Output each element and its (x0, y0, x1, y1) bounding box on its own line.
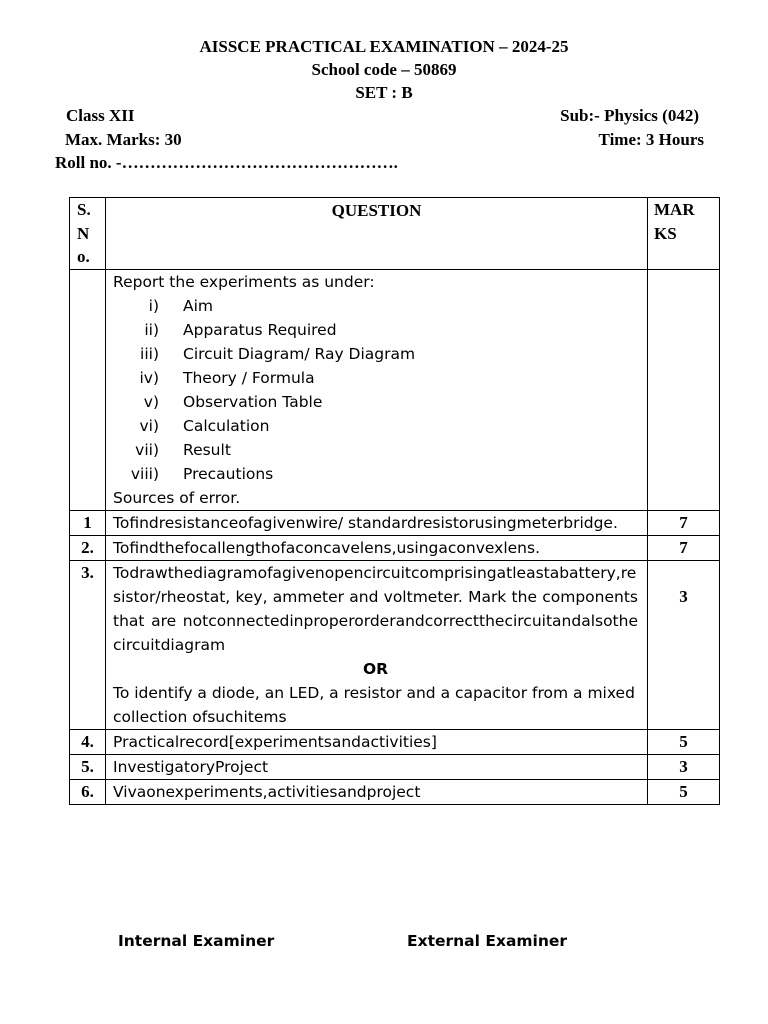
col-header-sno: S. N o. (70, 198, 106, 270)
list-item (113, 462, 638, 486)
instructions-sno (70, 269, 106, 510)
list-item-number: iv) (139, 368, 159, 387)
class-label: Class XII (66, 106, 135, 125)
list-item-text: Result (183, 440, 231, 459)
list-item-text: Apparatus Required (183, 320, 337, 339)
list-item (113, 438, 638, 462)
list-item-number: ii) (144, 320, 159, 339)
table-row (70, 729, 720, 754)
col-header-marks: MAR KS (648, 198, 720, 270)
row-sno: 4. (70, 729, 106, 754)
list-item-text: Aim (183, 296, 214, 315)
table-row-instructions (70, 269, 720, 510)
report-items-list (113, 294, 638, 486)
list-item-number: i) (148, 296, 159, 315)
row-sno: 6. (70, 779, 106, 804)
table-row (70, 560, 720, 729)
list-item-text: Precautions (183, 464, 274, 483)
row-marks: 5 (648, 729, 720, 754)
max-marks: Max. Marks: 30 (65, 130, 182, 149)
row-sno: 2. (70, 535, 106, 560)
row-question: Tofindthefocallengthofaconcavelens,usingaconvexlens. (106, 535, 648, 560)
row-sno: 5. (70, 754, 106, 779)
row-question: Vivaonexperiments,activitiesandproject (106, 779, 648, 804)
question-table (69, 197, 720, 805)
instructions-tail: Sources of error. (113, 488, 241, 507)
list-item (113, 366, 638, 390)
instructions-lead: Report the experiments as under: (113, 272, 375, 291)
list-item-number: vii) (135, 440, 159, 459)
col-header-question: QUESTION (106, 198, 648, 270)
row-question-alternative: To identify a diode, an LED, a resistor and a capacitor from a mixed collection ofsuchitems (113, 683, 635, 726)
row-marks: 7 (648, 535, 720, 560)
table-row (70, 779, 720, 804)
external-examiner-signature: External Examiner (407, 932, 568, 950)
row-sno: 1 (70, 510, 106, 535)
table-row (70, 754, 720, 779)
roll-number-field: Roll no. -…………………………………………. (55, 153, 398, 172)
exam-title: AISSCE PRACTICAL EXAMINATION – 2024-25 (199, 37, 569, 56)
subject-label: Sub:- Physics (042) (560, 106, 699, 125)
list-item (113, 294, 638, 318)
list-item (113, 342, 638, 366)
list-item (113, 414, 638, 438)
row-question: Practicalrecord[experimentsandactivities] (106, 729, 648, 754)
instructions-cell (106, 269, 648, 510)
table-header-row (70, 198, 720, 270)
list-item-text: Calculation (183, 416, 270, 435)
row-marks: 3 (648, 754, 720, 779)
row-question (106, 560, 648, 729)
list-item (113, 390, 638, 414)
row-marks: 5 (648, 779, 720, 804)
school-code: School code – 50869 (311, 60, 457, 79)
set-label: SET : B (355, 83, 413, 102)
row-sno: 3. (70, 560, 106, 729)
list-item-text: Observation Table (183, 392, 323, 411)
list-item-text: Circuit Diagram/ Ray Diagram (183, 344, 416, 363)
table-row (70, 510, 720, 535)
list-item-text: Theory / Formula (183, 368, 315, 387)
list-item-number: iii) (140, 344, 159, 363)
or-separator: OR (362, 659, 389, 678)
list-item-number: viii) (130, 464, 159, 483)
list-item (113, 318, 638, 342)
row-marks: 3 (648, 560, 720, 729)
row-question-main: Todrawthediagramofagivenopencircuitcomprisingatleastabattery,resistor/rheostat, key, ammeter and voltmeter. Mark the components that are notconnectedinproperorderandcorrectthecircuitandalsothecircuitdiagram (113, 563, 638, 654)
time-label: Time: 3 Hours (598, 130, 704, 149)
table-row (70, 535, 720, 560)
list-item-number: v) (143, 392, 159, 411)
row-question: InvestigatoryProject (106, 754, 648, 779)
row-marks: 7 (648, 510, 720, 535)
row-question: Tofindresistanceofagivenwire/ standardresistorusingmeterbridge. (106, 510, 648, 535)
list-item-number: vi) (139, 416, 159, 435)
instructions-marks (648, 269, 720, 510)
internal-examiner-signature: Internal Examiner (118, 932, 275, 950)
